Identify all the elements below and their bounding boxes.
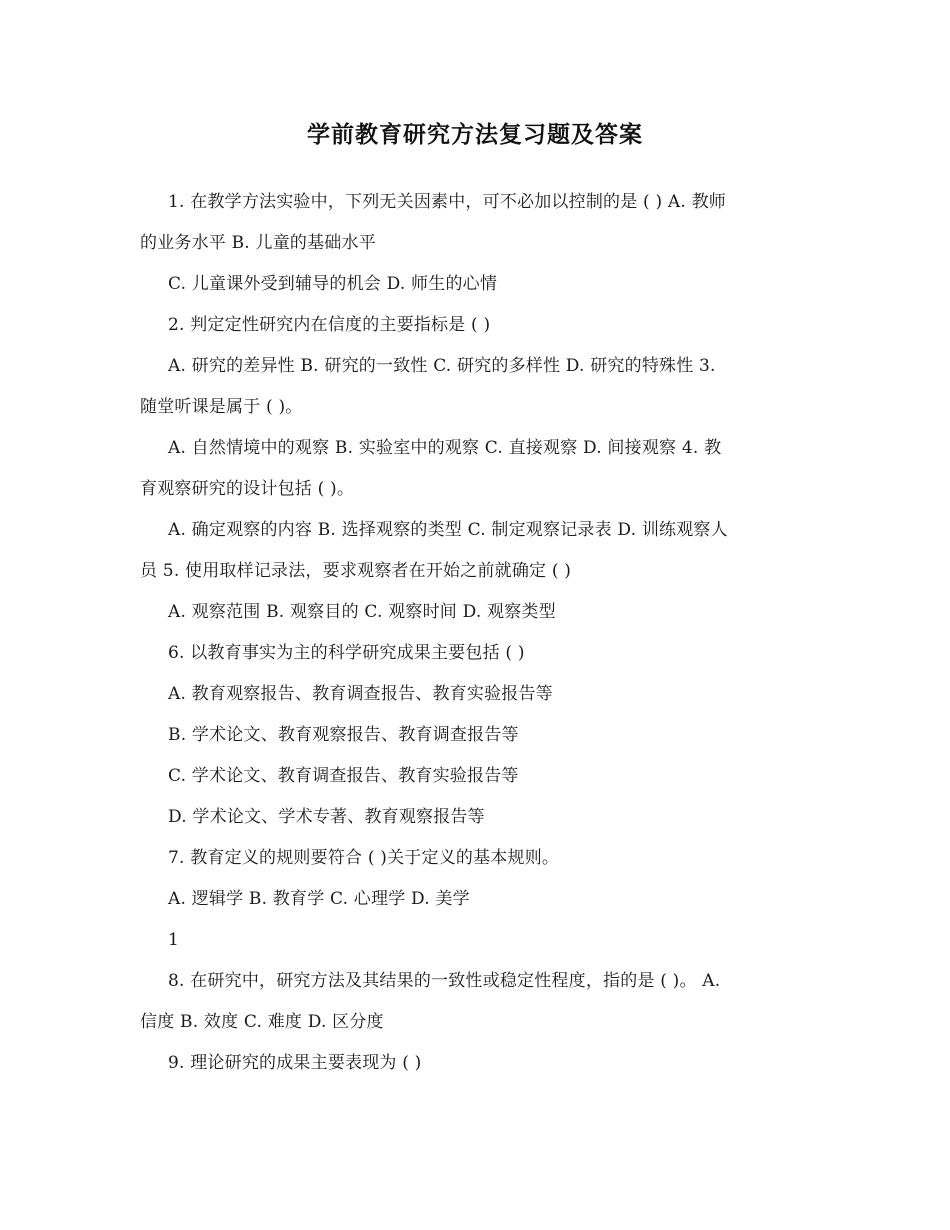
- text-line: 育观察研究的设计包括 ( )。: [140, 479, 355, 499]
- text-line: A. 确定观察的内容 B. 选择观察的类型 C. 制定观察记录表 D. 训练观察人: [168, 520, 728, 540]
- text-line: 随堂听课是属于 ( )。: [140, 397, 303, 417]
- text-line: 2. 判定定性研究内在信度的主要指标是 ( ): [168, 315, 491, 335]
- text-line: 8. 在研究中，研究方法及其结果的一致性或稳定性程度，指的是 ( )。 A.: [168, 971, 721, 991]
- text-line: 的业务水平 B. 儿童的基础水平: [140, 233, 376, 253]
- page-number: 1: [168, 930, 180, 950]
- text-line: 1. 在教学方法实验中，下列无关因素中，可不必加以控制的是 ( ) A. 教师: [168, 192, 726, 212]
- text-line: 9. 理论研究的成果主要表现为 ( ): [168, 1053, 422, 1073]
- text-line: A. 观察范围 B. 观察目的 C. 观察时间 D. 观察类型: [168, 602, 556, 622]
- text-line: D. 学术论文、学术专著、教育观察报告等: [168, 807, 485, 827]
- text-line: 6. 以教育事实为主的科学研究成果主要包括 ( ): [168, 643, 525, 663]
- text-line: 信度 B. 效度 C. 难度 D. 区分度: [140, 1012, 384, 1032]
- text-line: 员 5. 使用取样记录法，要求观察者在开始之前就确定 ( ): [140, 561, 572, 581]
- text-line: A. 研究的差异性 B. 研究的一致性 C. 研究的多样性 D. 研究的特殊性 3.: [168, 356, 716, 376]
- document-body: [140, 182, 820, 1084]
- text-line: 7. 教育定义的规则要符合 ( )关于定义的基本规则。: [168, 848, 560, 868]
- page-title: 学前教育研究方法复习题及答案: [307, 121, 643, 148]
- text-line: A. 逻辑学 B. 教育学 C. 心理学 D. 美学: [168, 889, 470, 909]
- text-line: C. 儿童课外受到辅导的机会 D. 师生的心情: [168, 274, 498, 294]
- text-line: B. 学术论文、教育观察报告、教育调查报告等: [168, 725, 519, 745]
- text-line: A. 自然情境中的观察 B. 实验室中的观察 C. 直接观察 D. 间接观察 4. 教: [168, 438, 722, 458]
- text-line: A. 教育观察报告、教育调查报告、教育实验报告等: [168, 684, 553, 704]
- text-line: C. 学术论文、教育调查报告、教育实验报告等: [168, 766, 519, 786]
